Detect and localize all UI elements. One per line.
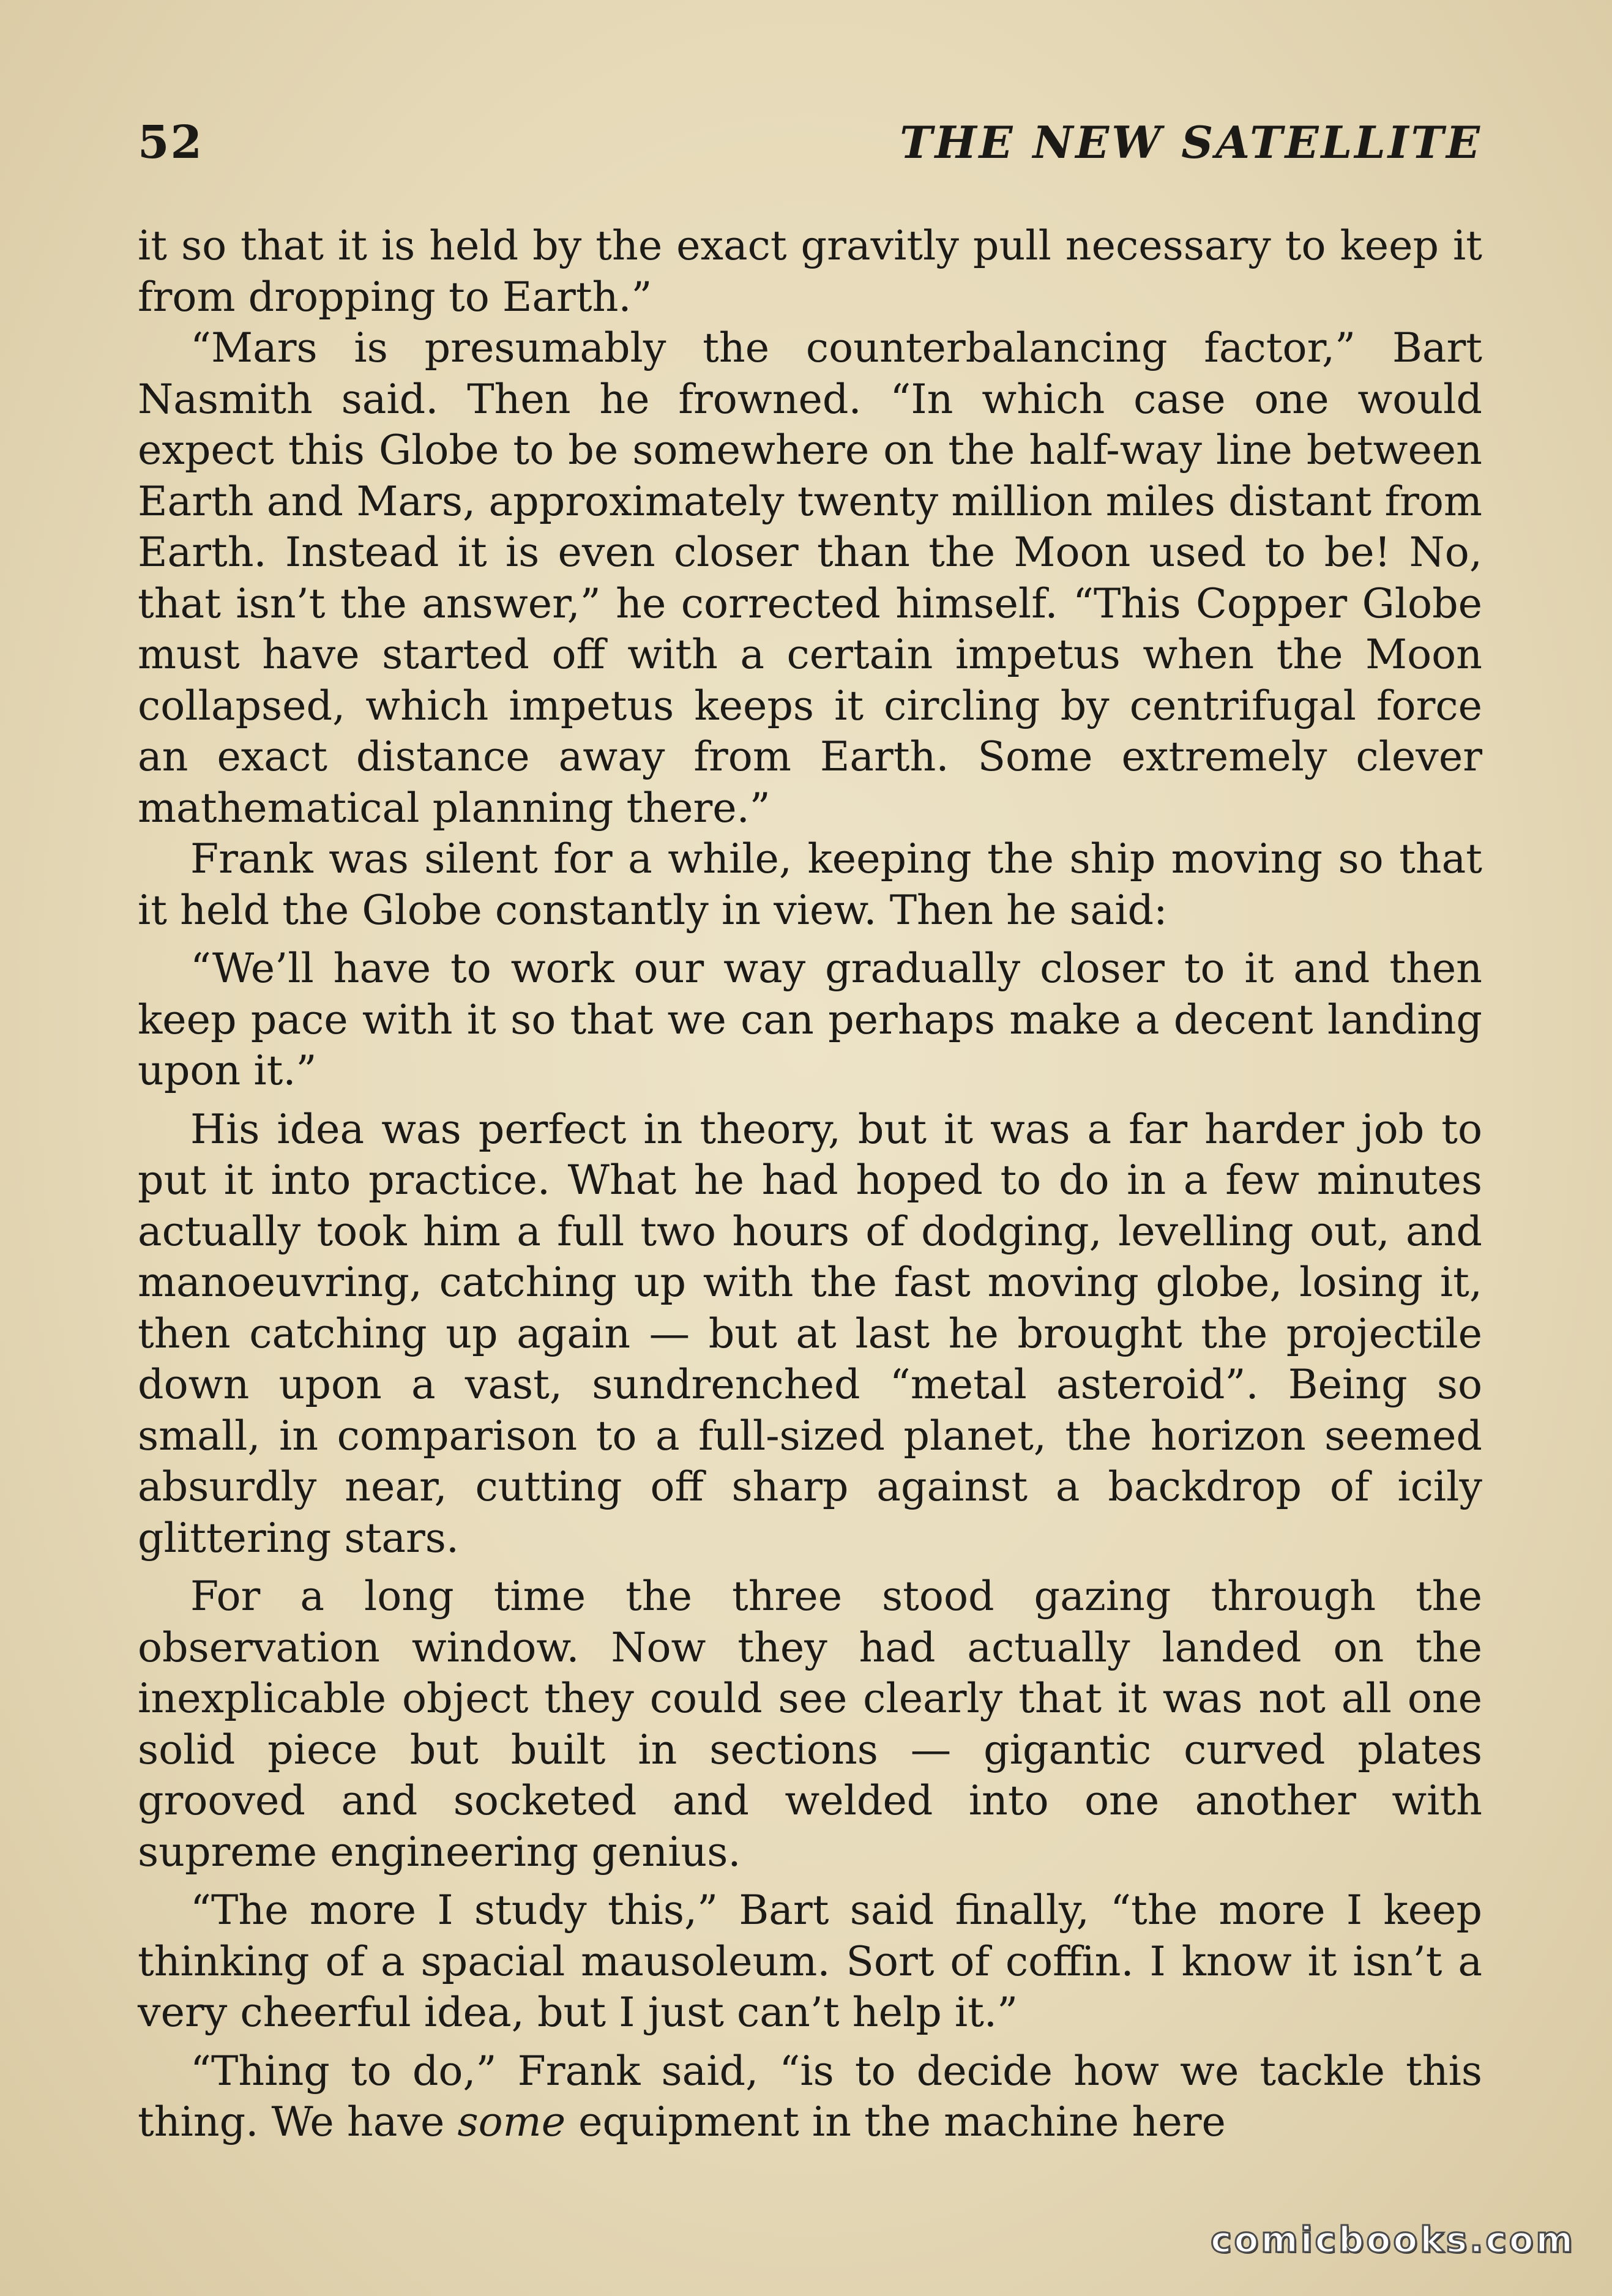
emphasis-word: some	[457, 2098, 566, 2145]
paragraph-2: “Mars is presumably the counterbalancing factor,” Bart Nasmith said. Then he frowned. “In which case one would expect this Globe to be somewhere on the half-way line between Earth and Mars, approximately twenty million miles distant from Earth. Instead it is even closer than the Moon used to be! No, that isn’t the answer,” he corrected himself. “This Copper Globe must have started off with a certain impetus when the Moon collapsed, which impetus keeps it circling by centrifugal force an exact distance away from Earth. Some extremely clever mathematical planning there.”	[138, 324, 1482, 832]
paragraph-5: His idea was perfect in theory, but it was a far harder job to put it into practice. What he had hoped to do in a few minutes actually took him a full two hours of dodging, levelling out, and manoeuvring, catching up with the fast moving globe, losing it, then catching up again — but at last he brought the projectile down upon a vast, sundrenched “metal asteroid”. Being so small, in comparison to a full-sized planet, the horizon seemed absurdly near, cutting off sharp against a backdrop of icily glittering stars.	[138, 1105, 1482, 1562]
paragraph-8-text: “Thing to do,” Frank said, “is to decide how we tackle this thing. We have some equipment in the machine here	[138, 2046, 1482, 2145]
body-text	[138, 220, 1482, 2148]
paragraph-7: “The more I study this,” Bart said finally, “the more I keep thinking of a spacial mausoleum. Sort of coffin. I know it isn’t a very cheerful idea, but I just can’t help it.”	[138, 1886, 1482, 2036]
watermark-logo: comicbooks.com	[1211, 2219, 1575, 2261]
paragraph-1: it so that it is held by the exact gravitly pull necessary to keep it from dropping to Earth.”	[138, 222, 1482, 321]
paragraph-4: “We’ll have to work our way gradually closer to it and then keep pace with it so that we can perhaps make a decent landing upon it.”	[138, 944, 1482, 1094]
paragraph-3: Frank was silent for a while, keeping the ship moving so that it held the Globe constantly in view. Then he said:	[138, 835, 1482, 934]
page-number: 52	[138, 116, 203, 169]
paragraph-8	[138, 2046, 1482, 2148]
running-title: THE NEW SATELLITE	[900, 116, 1482, 168]
paragraph-6: For a long time the three stood gazing through the observation window. Now they had actually landed on the inexplicable object they could see clearly that it was not all one solid piece but built in sections — gigantic curved plates grooved and socketed and welded into one another with supreme engineering genius.	[138, 1572, 1482, 1876]
